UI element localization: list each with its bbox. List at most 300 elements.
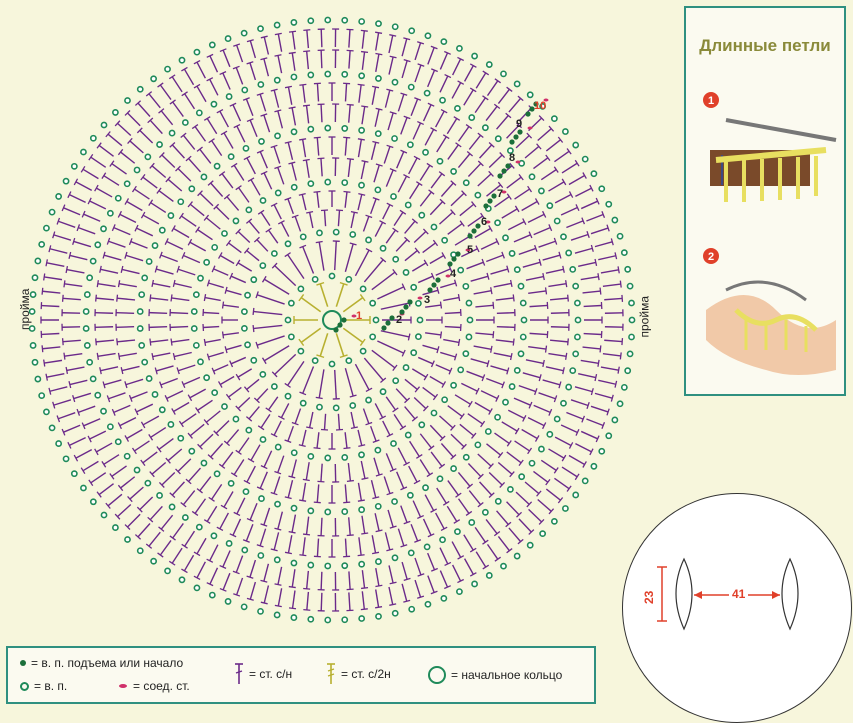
start-chain-dot [403, 304, 408, 309]
chain-stitch [139, 292, 144, 297]
double-crochet-stitch [507, 502, 519, 515]
stitch-cap [361, 609, 368, 610]
chain-stitch [563, 129, 568, 134]
double-crochet-stitch [195, 127, 205, 142]
chain-stitch [214, 471, 219, 476]
stitch-cap [271, 89, 278, 91]
chain-stitch [72, 164, 77, 169]
chain-stitch [116, 439, 121, 444]
chain-stitch [152, 243, 157, 248]
double-crochet-stitch [274, 205, 281, 219]
double-crochet-stitch [261, 212, 270, 225]
stitch-cap [271, 549, 278, 551]
double-crochet-stitch [381, 331, 409, 337]
double-crochet-stitch [41, 306, 59, 307]
double-crochet-stitch [396, 240, 407, 252]
stitch-cap [192, 125, 198, 129]
chain-stitch [298, 349, 303, 354]
double-crochet-stitch [338, 210, 339, 226]
double-crochet-stitch [120, 418, 136, 426]
double-crochet-stitch [351, 212, 354, 228]
double-crochet-stitch [64, 284, 82, 286]
stitch-cap [97, 353, 98, 360]
double-crochet-stitch [211, 183, 223, 196]
double-crochet-stitch [335, 241, 337, 270]
chain-stitch [63, 179, 68, 184]
double-crochet-stitch [324, 210, 325, 226]
double-crochet-stitch [278, 167, 284, 184]
chain-stitch [625, 267, 630, 272]
double-crochet-stitch [257, 295, 284, 304]
stitch-cap [481, 421, 485, 427]
chain-stitch [622, 385, 627, 390]
double-crochet-stitch [436, 365, 451, 371]
double-crochet-stitch [96, 443, 112, 452]
chain-stitch [403, 270, 408, 275]
double-crochet-stitch [548, 354, 566, 357]
double-crochet-stitch [307, 51, 309, 69]
double-crochet-stitch [436, 111, 445, 127]
double-crochet-stitch [173, 102, 184, 117]
double-crochet-stitch [207, 506, 216, 521]
start-chain-dot [333, 327, 338, 332]
double-crochet-stitch [156, 366, 173, 371]
stitch-cap [299, 294, 304, 300]
double-crochet-stitch [216, 421, 229, 434]
chain-stitch [138, 87, 143, 92]
double-crochet-stitch [184, 555, 193, 571]
double-crochet-stitch [475, 403, 491, 412]
stitch-cap [204, 294, 205, 301]
chain-stitch [313, 358, 318, 363]
chain-stitch [472, 53, 477, 58]
chain-stitch [258, 553, 263, 558]
double-crochet-stitch [274, 477, 280, 494]
chain-stitch [125, 98, 130, 103]
double-crochet-stitch [317, 484, 318, 502]
stitch-cap [460, 221, 464, 227]
double-crochet-stitch [362, 516, 365, 534]
chain-stitch [573, 284, 578, 289]
double-crochet-stitch [468, 163, 480, 176]
step-2-illustration [706, 282, 836, 375]
stitch-cap [360, 294, 365, 300]
chain-stitch [599, 186, 604, 191]
chain-stitch [342, 563, 347, 568]
chain-stitch [350, 232, 355, 237]
chain-stitch [509, 384, 514, 389]
double-crochet-stitch [249, 221, 259, 233]
stitch-cap [375, 32, 382, 33]
chain-stitch [85, 343, 90, 348]
chain-stitch [455, 529, 460, 534]
double-crochet-stitch [278, 567, 282, 585]
stitch-cap [568, 338, 569, 345]
stitch-cap [170, 536, 176, 540]
chain-stitch [81, 149, 86, 154]
double-crochet-stitch [206, 218, 220, 229]
stitch-cap [285, 141, 292, 143]
treble-crochet-stitch [301, 328, 320, 342]
chain-stitch [629, 300, 634, 305]
armhole-right-shape [782, 559, 798, 629]
stitch-cap [158, 553, 164, 557]
stitch-cap [600, 345, 601, 352]
double-crochet-stitch [108, 494, 122, 505]
stitch-cap [236, 186, 242, 190]
double-crochet-stitch [281, 222, 288, 236]
double-crochet-stitch [214, 269, 229, 275]
chain-stitch [95, 242, 100, 247]
stitch-cap [493, 302, 494, 309]
double-crochet-stitch [274, 532, 278, 549]
double-crochet-stitch [131, 242, 148, 249]
double-crochet-stitch [549, 182, 564, 191]
double-crochet-stitch [375, 513, 379, 531]
chain-stitch [487, 573, 492, 578]
chain-stitch [210, 592, 215, 597]
chain-stitch [113, 110, 118, 115]
double-crochet-stitch [494, 353, 512, 357]
double-crochet-stitch [348, 463, 350, 481]
chain-stitch [101, 512, 106, 517]
double-crochet-stitch [415, 65, 421, 82]
double-crochet-stitch [345, 484, 346, 502]
double-crochet-stitch [384, 146, 390, 163]
chain-stitch [451, 383, 456, 388]
double-crochet-stitch [47, 374, 65, 378]
double-crochet-stitch [264, 173, 272, 189]
double-crochet-stitch [143, 416, 159, 425]
double-crochet-stitch [440, 53, 447, 70]
double-crochet-stitch [143, 452, 157, 463]
double-crochet-stitch [402, 562, 407, 579]
row-number: 2 [396, 314, 402, 326]
double-crochet-stitch [362, 31, 364, 49]
double-crochet-stitch [216, 207, 229, 220]
double-crochet-stitch [288, 480, 292, 497]
double-crochet-stitch [160, 540, 171, 555]
chain-stitch [272, 251, 277, 256]
chain-stitch [442, 238, 447, 243]
double-crochet-stitch [224, 491, 233, 507]
chain-stitch [243, 489, 248, 494]
double-crochet-stitch [118, 123, 131, 135]
double-crochet-stitch [405, 379, 417, 389]
double-crochet-stitch [260, 152, 267, 169]
chain-stitch [457, 46, 462, 51]
double-crochet-stitch [168, 449, 182, 461]
double-crochet-stitch [460, 204, 474, 215]
double-crochet-stitch [489, 155, 502, 168]
double-crochet-stitch [549, 449, 564, 458]
open-dot-icon [20, 682, 29, 691]
chain-stitch [570, 368, 575, 373]
double-crochet-stitch [525, 482, 539, 494]
double-crochet-stitch [349, 30, 350, 48]
chain-stitch [134, 467, 139, 472]
double-crochet-stitch [307, 571, 309, 589]
stitch-cap [285, 86, 292, 87]
chain-stitch [183, 120, 188, 125]
double-crochet-stitch [307, 517, 309, 535]
double-crochet-stitch [376, 568, 379, 586]
double-crochet-stitch [156, 269, 173, 274]
start-chain-dot [385, 320, 390, 325]
double-crochet-stitch [402, 584, 407, 601]
chain-stitch [376, 131, 381, 136]
stitch-cap [253, 325, 254, 332]
double-crochet-stitch [409, 466, 417, 482]
double-crochet-stitch [481, 391, 497, 399]
stitch-cap [275, 55, 282, 56]
double-crochet-stitch [583, 291, 601, 293]
double-crochet-stitch [467, 371, 484, 377]
stitch-cap [376, 530, 383, 532]
double-crochet-stitch [555, 437, 571, 445]
chain-stitch [431, 224, 436, 229]
double-crochet-stitch [424, 519, 432, 535]
chain-stitch [245, 293, 250, 298]
double-crochet-stitch [345, 432, 347, 448]
chain-stitch [204, 375, 209, 380]
double-crochet-stitch [405, 221, 415, 233]
double-crochet-stitch [250, 582, 255, 599]
chain-stitch [160, 228, 165, 233]
double-crochet-stitch [197, 562, 205, 578]
start-chain-dot [471, 228, 476, 233]
double-crochet-stitch [550, 340, 568, 342]
chain-stitch [442, 397, 447, 402]
chain-stitch [486, 429, 491, 434]
double-crochet-stitch [278, 55, 282, 73]
double-crochet-stitch [227, 430, 239, 444]
stitch-cap [274, 110, 281, 112]
chain-stitch [622, 250, 627, 255]
double-crochet-stitch [310, 212, 313, 228]
start-chain-dot [407, 299, 412, 304]
chain-stitch [32, 360, 37, 365]
chain-stitch [366, 397, 371, 402]
chain-stitch [204, 260, 209, 265]
filled-dot-icon [20, 660, 26, 666]
double-crochet-stitch [428, 48, 434, 65]
double-crochet-stitch [363, 409, 368, 424]
chain-stitch [165, 568, 170, 573]
double-crochet-stitch [128, 514, 141, 527]
double-crochet-stitch [223, 305, 239, 307]
start-chain-dot [447, 261, 452, 266]
double-crochet-stitch [149, 327, 167, 328]
chain-stitch [325, 563, 330, 568]
double-crochet-stitch [130, 141, 143, 153]
stitch-cap [209, 497, 215, 501]
chain-stitch [308, 454, 313, 459]
double-crochet-stitch [226, 290, 241, 294]
double-crochet-stitch [489, 472, 502, 485]
double-crochet-stitch [529, 509, 542, 521]
stitch-cap [182, 92, 188, 96]
tc-icon [326, 662, 336, 686]
chain-stitch [308, 562, 313, 567]
stitch-cap [390, 56, 397, 58]
double-crochet-stitch [238, 369, 252, 377]
chain-stitch [463, 284, 468, 289]
double-crochet-stitch [207, 118, 216, 133]
double-crochet-stitch [220, 513, 229, 529]
chain-stitch [375, 187, 380, 192]
chain-stitch [189, 449, 194, 454]
chain-stitch [342, 617, 347, 622]
double-crochet-stitch [117, 340, 135, 342]
double-crochet-stitch [561, 208, 577, 215]
stitch-cap [260, 580, 267, 582]
stitch-cap [179, 213, 183, 219]
stitch-cap [69, 381, 71, 388]
double-crochet-stitch [44, 360, 62, 363]
double-crochet-stitch [361, 161, 365, 179]
chain-stitch [91, 499, 96, 504]
double-crochet-stitch [317, 83, 318, 101]
double-crochet-stitch [84, 214, 101, 221]
chain-stitch [168, 422, 173, 427]
start-chain-dot [467, 233, 472, 238]
stitch-cap [458, 294, 459, 301]
stitch-cap [299, 84, 306, 85]
chain-stitch [409, 85, 414, 90]
chain-stitch [276, 444, 281, 449]
double-crochet-stitch [522, 430, 538, 439]
chain-stitch [101, 409, 106, 414]
double-crochet-stitch [116, 313, 134, 314]
double-crochet-stitch [581, 277, 599, 280]
chain-stitch [591, 171, 596, 176]
stitch-cap [539, 259, 541, 266]
chain-stitch [301, 401, 306, 406]
chain-stitch [194, 50, 199, 55]
chain-stitch [366, 237, 371, 242]
chain-stitch [487, 62, 492, 67]
stitch-cap [316, 241, 323, 242]
double-crochet-stitch [96, 298, 114, 300]
chain-stitch [260, 372, 265, 377]
double-crochet-stitch [361, 461, 365, 479]
long-loops-panel [684, 6, 846, 396]
stitch-cap [299, 445, 306, 447]
chain-stitch [503, 235, 508, 240]
double-crochet-stitch [237, 45, 243, 62]
double-crochet-stitch [508, 410, 524, 418]
double-crochet-stitch [234, 165, 244, 180]
double-crochet-stitch [167, 391, 183, 399]
double-crochet-stitch [538, 129, 552, 141]
chain-stitch [325, 617, 330, 622]
stitch-cap [110, 161, 114, 167]
chain-stitch [35, 376, 40, 381]
stitch-cap [169, 75, 175, 79]
chain-stitch [483, 125, 488, 130]
stitch-cap [546, 346, 547, 353]
legend-text: = ст. с/2н [341, 667, 391, 681]
double-crochet-stitch [292, 108, 295, 126]
double-crochet-stitch [459, 499, 469, 514]
double-crochet-stitch [586, 419, 603, 426]
stitch-cap [299, 139, 306, 140]
double-crochet-stitch [420, 192, 431, 206]
stitch-cap [314, 137, 321, 138]
double-crochet-stitch [389, 57, 393, 75]
chain-stitch [566, 384, 571, 389]
double-crochet-stitch [126, 379, 143, 384]
double-crochet-stitch [487, 444, 501, 455]
double-crochet-stitch [288, 426, 293, 441]
double-crochet-stitch [178, 169, 191, 182]
stitch-cap [393, 408, 399, 412]
chain-stitch [243, 146, 248, 151]
stitch-cap [416, 455, 422, 459]
double-crochet-stitch [185, 94, 195, 109]
stitch-cap [375, 585, 382, 586]
chain-stitch [138, 548, 143, 553]
double-crochet-stitch [498, 462, 512, 474]
double-crochet-stitch [173, 523, 184, 538]
double-crochet-stitch [439, 416, 452, 428]
double-crochet-stitch [151, 428, 166, 438]
chain-stitch [370, 334, 375, 339]
chain-stitch [612, 217, 617, 222]
double-crochet-stitch [231, 276, 246, 282]
row-number: 7 [497, 188, 503, 200]
double-crochet-stitch [420, 459, 430, 474]
chain-stitch [91, 376, 96, 381]
stitch-cap [403, 600, 410, 602]
stitch-cap [225, 346, 227, 353]
double-crochet-stitch [152, 462, 166, 474]
stitch-cap [615, 381, 617, 388]
stitch-cap [361, 106, 368, 107]
stitch-cap [358, 445, 365, 447]
double-crochet-stitch [134, 189, 149, 199]
start-chain-dot [491, 193, 496, 198]
chain-stitch [441, 39, 446, 44]
stitch-cap [299, 555, 306, 556]
chain-stitch [391, 441, 396, 446]
double-crochet-stitch [236, 68, 242, 85]
double-crochet-stitch [108, 241, 125, 247]
double-crochet-stitch [494, 283, 512, 287]
double-crochet-stitch [486, 106, 497, 120]
double-crochet-stitch [497, 313, 515, 314]
chain-stitch [292, 185, 297, 190]
stitch-cap [567, 148, 571, 154]
stitch-cap [400, 426, 406, 430]
stitch-cap [568, 295, 569, 302]
double-crochet-stitch [420, 165, 430, 180]
chain-stitch [437, 476, 442, 481]
chain-stitch [291, 615, 296, 620]
double-crochet-stitch [96, 340, 114, 342]
double-crochet-stitch [575, 188, 591, 196]
chain-stitch [457, 589, 462, 594]
slip-stitch [516, 161, 521, 164]
chain-stitch [211, 533, 216, 538]
double-crochet-stitch [465, 559, 474, 575]
start-chain-dot [337, 322, 342, 327]
double-crochet-stitch [440, 571, 447, 588]
double-crochet-stitch [292, 163, 296, 180]
chain-stitch [334, 229, 339, 234]
chain-stitch [342, 72, 347, 77]
